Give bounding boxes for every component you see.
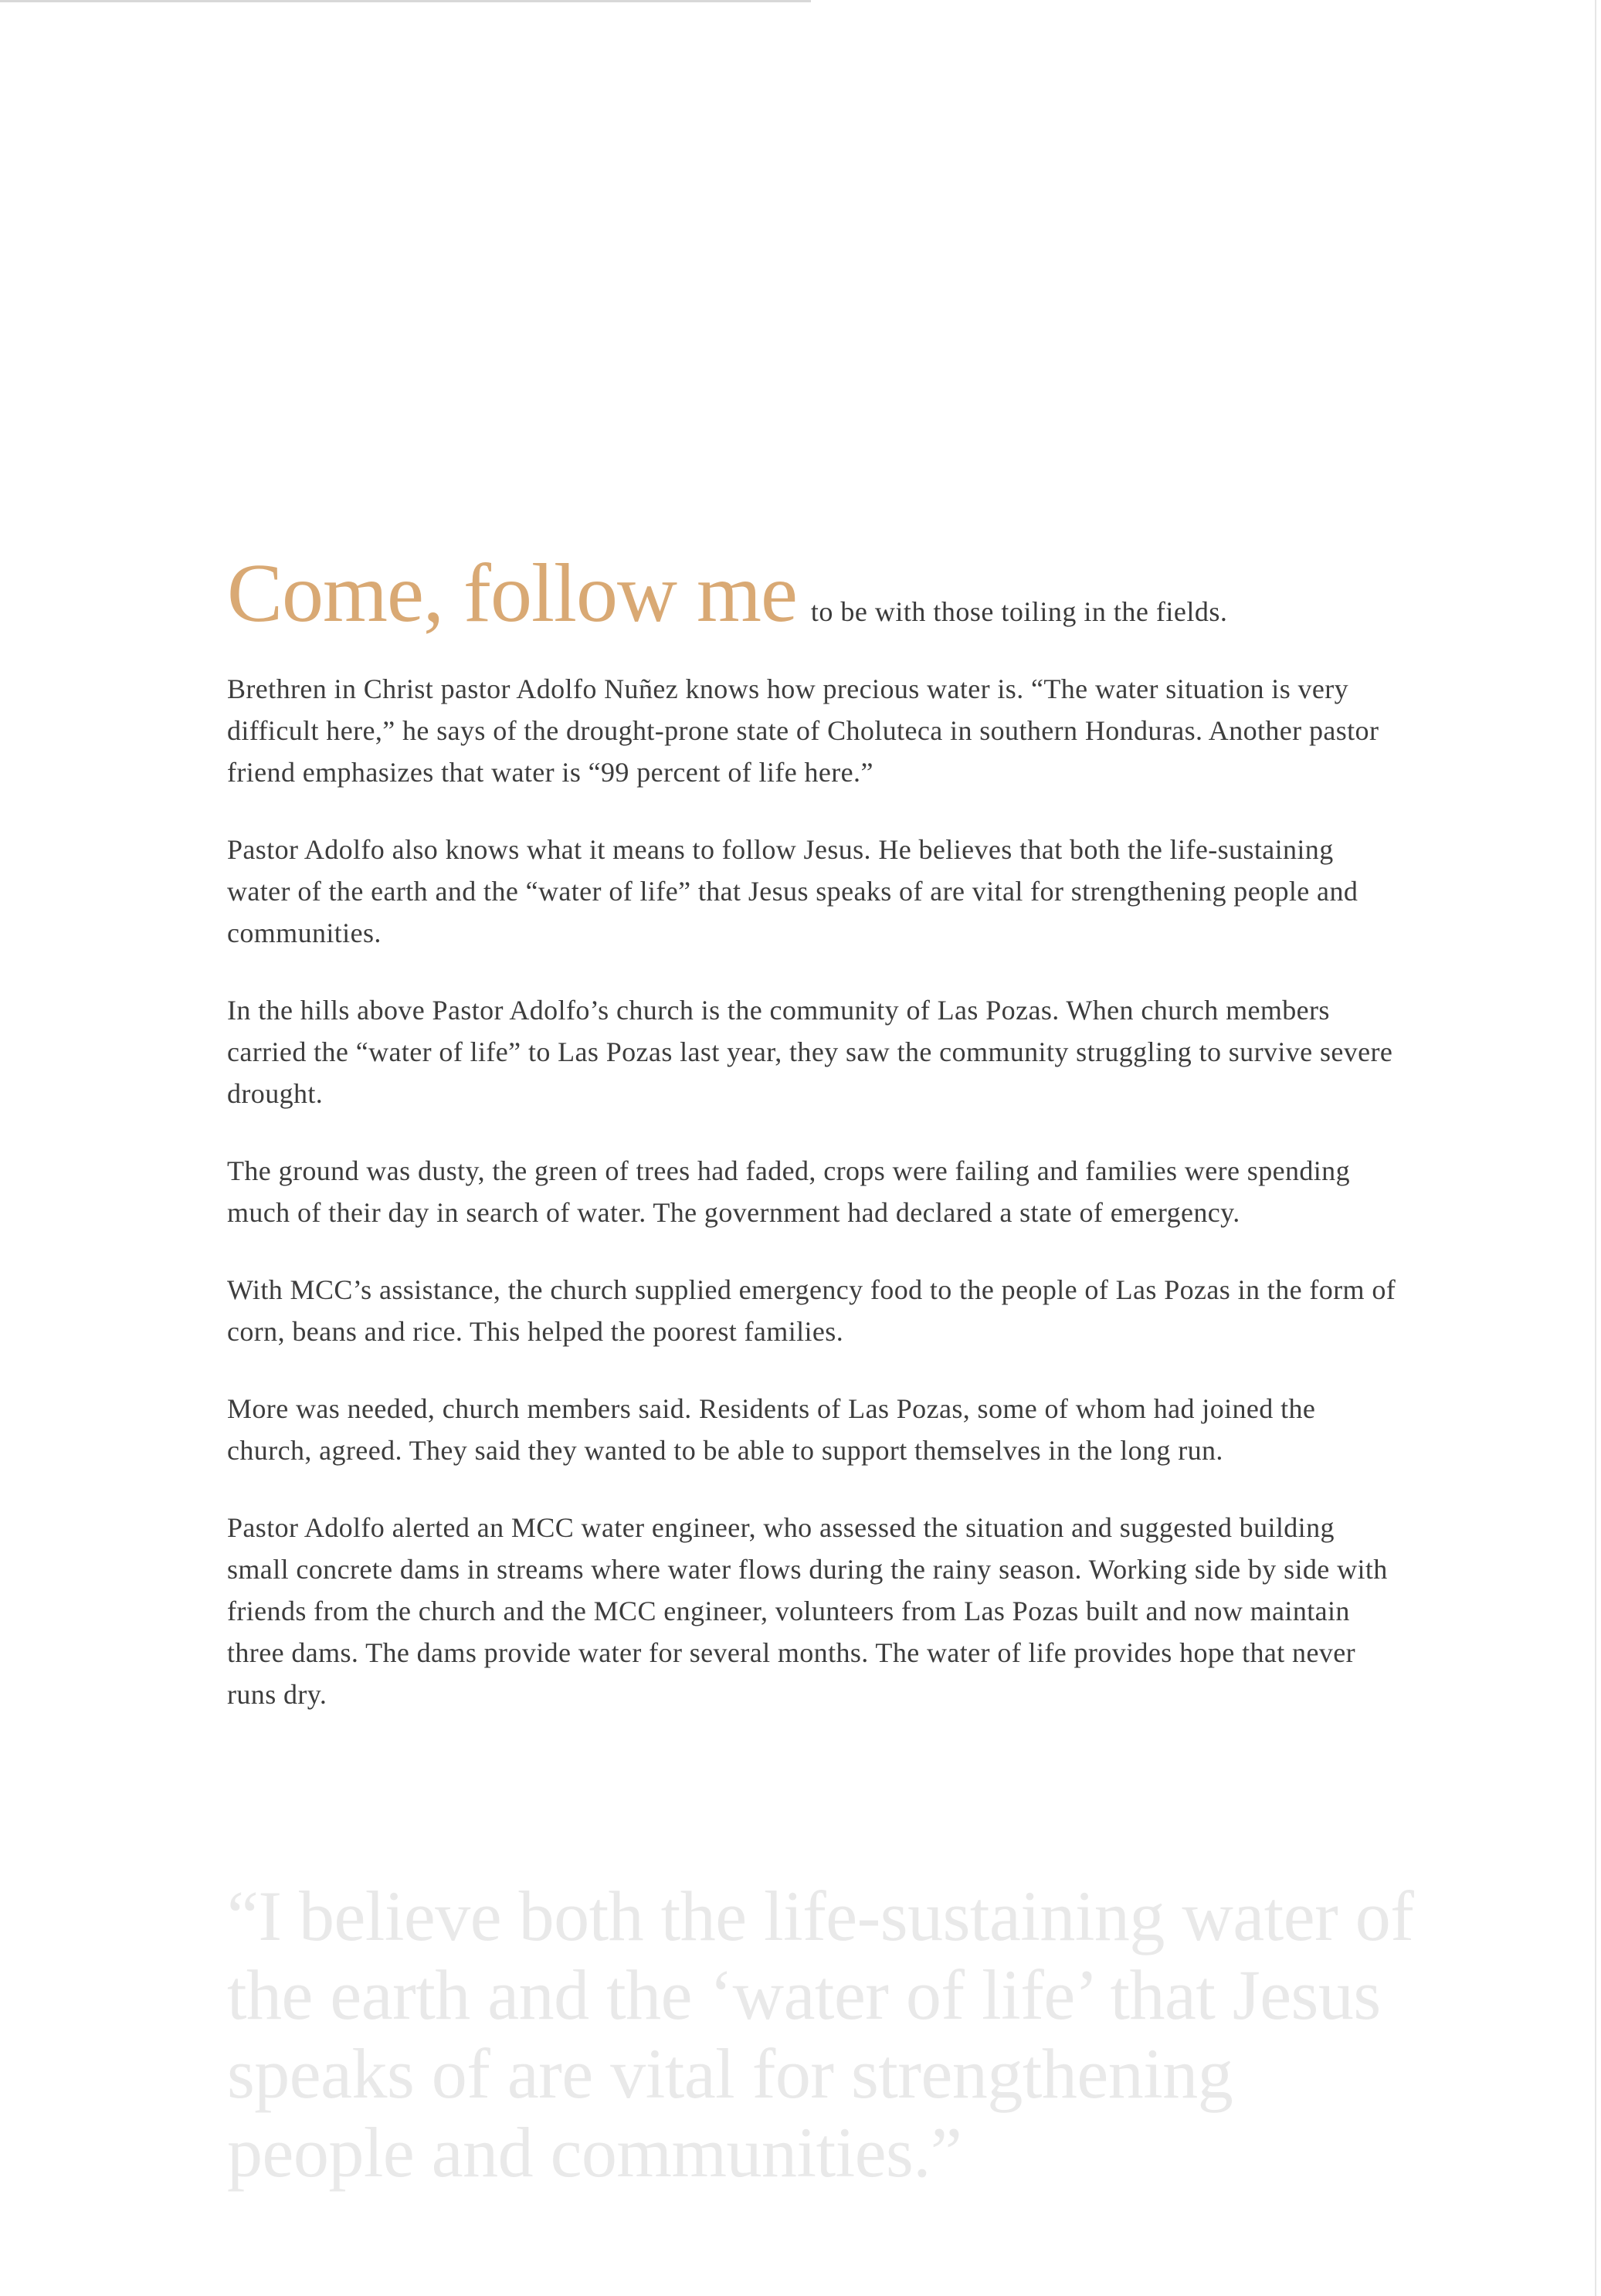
paragraph: The ground was dusty, the green of trees had faded, crops were failing and families were spending much of their day in search of water. The government had declared a state of emergency. bbox=[227, 1155, 1350, 1228]
heading-sub: to be with those toiling in the fields. bbox=[810, 596, 1228, 627]
paragraph: In the hills above Pastor Adolfo’s church is the community of Las Pozas. When church members carried the “water of life” to Las Pozas last year, they saw the community struggling to survive severe drought. bbox=[227, 995, 1393, 1109]
paragraph: Pastor Adolfo alerted an MCC water engineer, who assessed the situation and suggested building small concrete dams in streams where water flows during the rainy season. Working side by side with friends from the church and the MCC engineer, volunteers from Las Pozas built and now maintain three dams. The dams provide water for several months. The water of life provides hope that never runs dry. bbox=[227, 1512, 1388, 1710]
article bbox=[227, 548, 1401, 1751]
paragraph: With MCC’s assistance, the church supplied emergency food to the people of Las Pozas in the form of corn, beans and rice. This helped the poorest families. bbox=[227, 1274, 1396, 1347]
paragraph: More was needed, church members said. Residents of Las Pozas, some of whom had joined the church, agreed. They said they wanted to be able to support themselves in the long run. bbox=[227, 1393, 1316, 1466]
article-heading bbox=[227, 548, 1401, 639]
pull-quote: “I believe both the life-sustaining water of the earth and the ‘water of life’ that Jesus speaks of are vital for strengthening people and communities.” bbox=[227, 1877, 1414, 2192]
heading-main: Come, follow me bbox=[227, 548, 797, 639]
paragraph: Brethren in Christ pastor Adolfo Nuñez knows how precious water is. “The water situation is very difficult here,” he says of the drought-prone state of Choluteca in southern Honduras. Another pastor friend emphasizes that water is “99 percent of life here.” bbox=[227, 673, 1379, 788]
page-edge-top bbox=[0, 0, 811, 2]
paragraph: Pastor Adolfo also knows what it means to follow Jesus. He believes that both the life-sustaining water of the earth and the “water of life” that Jesus speaks of are vital for strengthening people and communities. bbox=[227, 834, 1358, 948]
page-edge-right bbox=[1595, 0, 1596, 2296]
